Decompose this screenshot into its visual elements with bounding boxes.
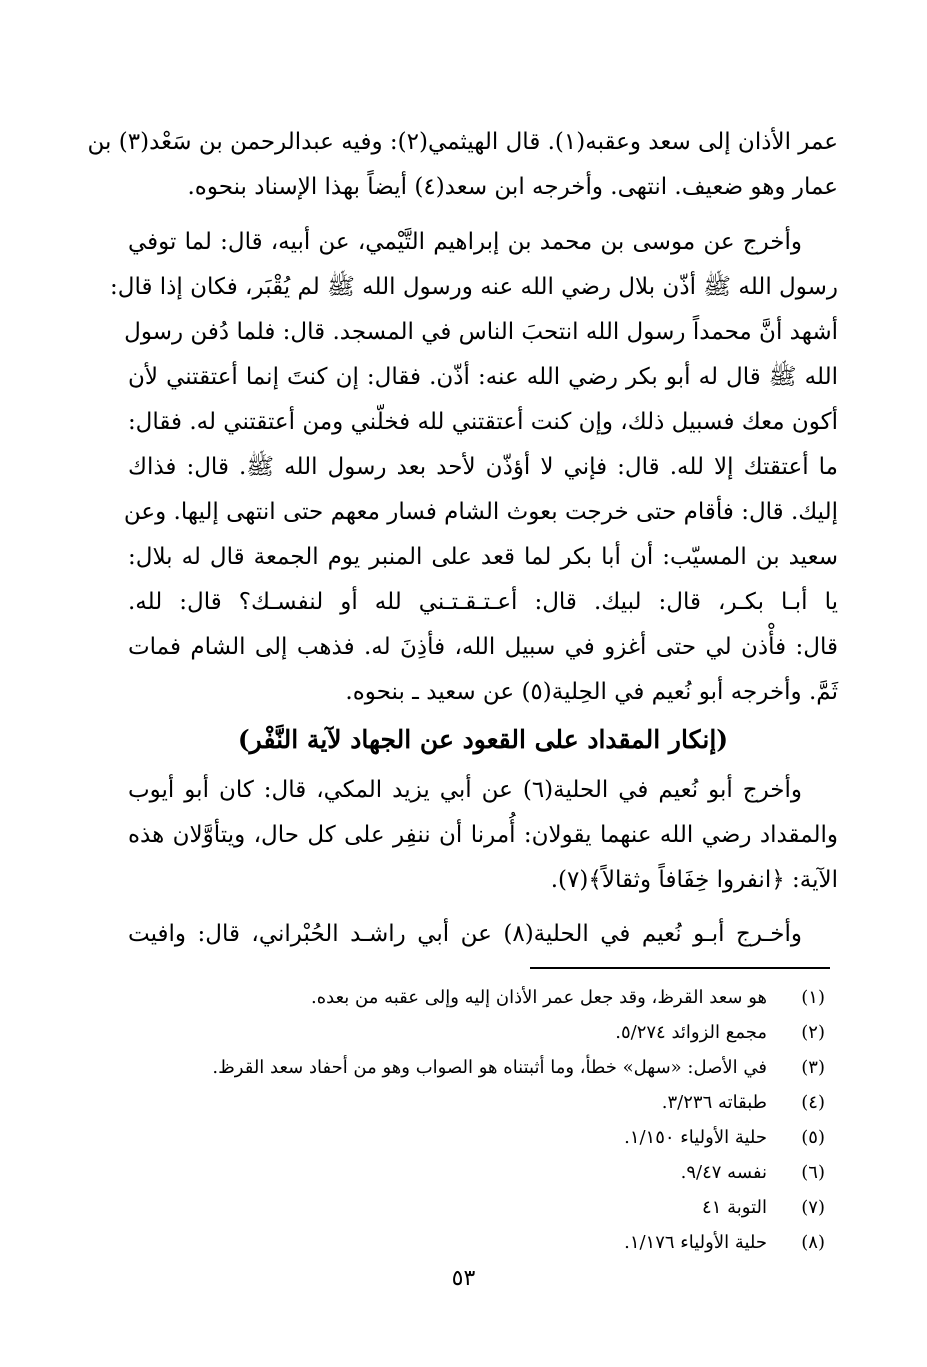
footnote-text: حلية الأولياء ١/١٥٠. bbox=[624, 1127, 767, 1148]
footnote-text: في الأصل: «سهل» خطأ، وما أثبتناه هو الصواب وهو من أحفاد سعد القرظ. bbox=[212, 1057, 767, 1078]
footnote-text: مجمع الزوائد ٥/٢٧٤. bbox=[615, 1022, 767, 1043]
text-line: قال: فأْذن لي حتى أغزو في سبيل الله، فأذِنَ له. فذهب إلى الشام فمات bbox=[128, 634, 838, 660]
footnote-text: طبقاته ٣/٢٣٦. bbox=[661, 1092, 767, 1113]
footnote-number: (٨) bbox=[801, 1232, 825, 1253]
footnote-separator bbox=[530, 967, 830, 969]
footnote-text: نفسه ٩/٤٧. bbox=[680, 1162, 767, 1183]
text-line: وأخرج عن موسى بن محمد بن إبراهيم التَّيْمي، عن أبيه، قال: لما توفي bbox=[128, 229, 802, 255]
text-line: وأخرج أبو نُعيم في الحلية(٦) عن أبي يزيد المكي، قال: كان أبو أيوب bbox=[128, 777, 802, 803]
footnote bbox=[120, 1015, 825, 1050]
paragraph-4 bbox=[128, 912, 838, 957]
footnote bbox=[120, 1050, 825, 1085]
paragraph-2 bbox=[110, 220, 838, 715]
footnote bbox=[120, 1225, 825, 1260]
text-line: رسول الله ﷺ أذّن بلال رضي الله عنه ورسول الله ﷺ لم يُقْبَر، فكان إذا قال: bbox=[110, 274, 838, 300]
text-line: والمقداد رضي الله عنهما يقولان: أُمرنا أن ننفِر على كل حال، ويتأوَّلان هذه bbox=[128, 822, 838, 848]
footnote-number: (٢) bbox=[801, 1022, 825, 1043]
text-line: إليك. قال: فأقام حتى خرجت بعوث الشام فسار معهم حتى انتهى إليها. وعن bbox=[123, 499, 838, 525]
footnotes bbox=[120, 980, 825, 1260]
footnote-number: (٧) bbox=[801, 1197, 825, 1218]
text-line: سعيد بن المسيّب: أن أبا بكر لما قعد على المنبر يوم الجمعة قال له بلال: bbox=[128, 544, 838, 570]
footnote-text: التوبة ٤١ bbox=[702, 1197, 767, 1218]
text-line: وأخـرج أبـو نُعيم في الحلية(٨) عن أبي راشـد الحُبْراني، قال: وافيت bbox=[128, 921, 802, 947]
text-line: ما أعتقتك إلا لله. قال: فإني لا أؤذّن لأحد بعد رسول الله ﷺ. قال: فذاك bbox=[128, 454, 838, 480]
footnote bbox=[120, 1120, 825, 1155]
text-line: الآية: ﴿انفروا خِفَافاً وثقالاً﴾(٧). bbox=[550, 867, 838, 893]
footnote-number: (١) bbox=[801, 987, 825, 1008]
footnote bbox=[120, 1190, 825, 1225]
footnote bbox=[120, 1085, 825, 1120]
footnote-text: هو سعد القرظ، وقد جعل عمر الأذان إليه وإلى عقبه من بعده. bbox=[310, 987, 767, 1008]
footnote-number: (٥) bbox=[801, 1127, 825, 1148]
text-line: أشهد أنَّ محمداً رسول الله انتحبَ الناس في المسجد. قال: فلما دُفن رسول bbox=[124, 319, 838, 345]
text-line: عمار وهو ضعيف. انتهى. وأخرجه ابن سعد(٤) أيضاً بهذا الإسناد بنحوه. bbox=[187, 174, 838, 200]
paragraph-3 bbox=[128, 768, 838, 903]
text-line: يا أبـا بكـر، قال: لبيك. قال: أعـتـقـتـني لله أو لنفسـك؟ قال: لله. bbox=[128, 589, 838, 615]
footnote-number: (٣) bbox=[801, 1057, 825, 1078]
text-line: الله ﷺ قال له أبو بكر رضي الله عنه: أذّن. فقال: إن كنتَ إنما أعتقتني لأن bbox=[128, 364, 838, 390]
text-line: ثَمَّ. وأخرجه أبو نُعيم في الحِلية(٥) عن سعيد ـ بنحوه. bbox=[345, 679, 838, 705]
footnote bbox=[120, 1155, 825, 1190]
section-heading: (إنكار المقداد على القعود عن الجهاد لآية النَّفْر) bbox=[237, 725, 729, 754]
text-line: عمر الأذان إلى سعد وعقبه(١). قال الهيثمي(٢): وفيه عبدالرحمن بن سَعْد(٣) بن bbox=[87, 129, 838, 155]
paragraph-1 bbox=[87, 120, 838, 210]
page-number: ٥٣ bbox=[451, 1266, 476, 1291]
text-line: أكون معك فسبيل ذلك، وإن كنت أعتقتني لله فخلّني ومن أعتقتني له. فقال: bbox=[127, 409, 838, 435]
footnote-number: (٦) bbox=[801, 1162, 825, 1183]
footnote bbox=[120, 980, 825, 1015]
footnote-text: حلية الأولياء ١/١٧٦. bbox=[624, 1232, 767, 1253]
footnote-number: (٤) bbox=[801, 1092, 825, 1113]
